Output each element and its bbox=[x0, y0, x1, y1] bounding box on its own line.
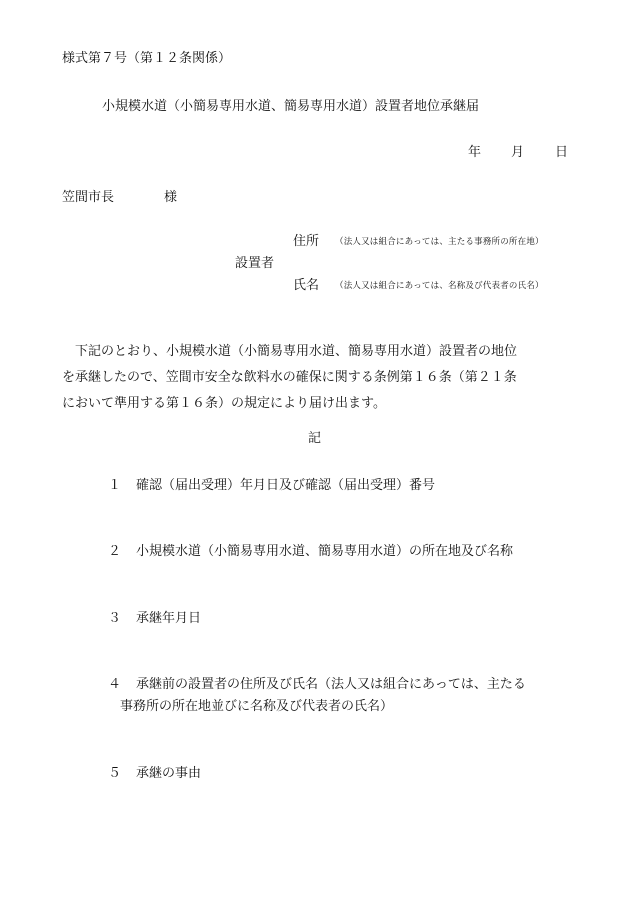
date-year-label: 年 bbox=[468, 145, 482, 160]
installer-label: 設置者 bbox=[235, 256, 275, 271]
date-month-label: 月 bbox=[511, 145, 525, 160]
body-line-3: において準用する第１６条）の規定により届け出ます。 bbox=[62, 396, 386, 411]
item-number: ２ bbox=[108, 544, 122, 559]
item-number: ５ bbox=[108, 766, 122, 781]
body-line-2: を承継したので、笠間市安全な飲料水の確保に関する条例第１６条（第２１条 bbox=[62, 370, 517, 385]
form-number: 様式第７号（第１２条関係） bbox=[62, 51, 232, 66]
item-text: 小規模水道（小簡易専用水道、簡易専用水道）の所在地及び名称 bbox=[136, 544, 514, 559]
installer-name-note: （法人又は組合にあっては、名称及び代表者の氏名） bbox=[335, 281, 544, 291]
date-day-label: 日 bbox=[555, 145, 569, 160]
document-title: 小規模水道（小簡易専用水道、簡易専用水道）設置者地位承継届 bbox=[102, 99, 480, 114]
addressee-name: 笠間市長 bbox=[62, 190, 115, 205]
item-text-continuation: 事務所の所在地並びに名称及び代表者の氏名） bbox=[120, 699, 394, 714]
item-number: ４ bbox=[108, 677, 122, 692]
item-text: 承継前の設置者の住所及び氏名（法人又は組合にあっては、主たる bbox=[136, 677, 526, 692]
item-text: 確認（届出受理）年月日及び確認（届出受理）番号 bbox=[136, 478, 436, 493]
item-text: 承継年月日 bbox=[136, 611, 202, 626]
item-text: 承継の事由 bbox=[136, 766, 202, 781]
installer-address-note: （法人又は組合にあっては、主たる事務所の所在地） bbox=[335, 237, 544, 247]
item-number: １ bbox=[108, 478, 122, 493]
addressee-honorific: 様 bbox=[164, 190, 178, 205]
item-number: ３ bbox=[108, 611, 122, 626]
body-paragraph bbox=[62, 339, 580, 417]
installer-address-label: 住所 bbox=[293, 234, 320, 249]
body-line-1: 下記のとおり、小規模水道（小簡易専用水道、簡易専用水道）設置者の地位 bbox=[62, 344, 518, 359]
ki-heading: 記 bbox=[308, 431, 322, 446]
installer-name-label: 氏名 bbox=[293, 278, 320, 293]
